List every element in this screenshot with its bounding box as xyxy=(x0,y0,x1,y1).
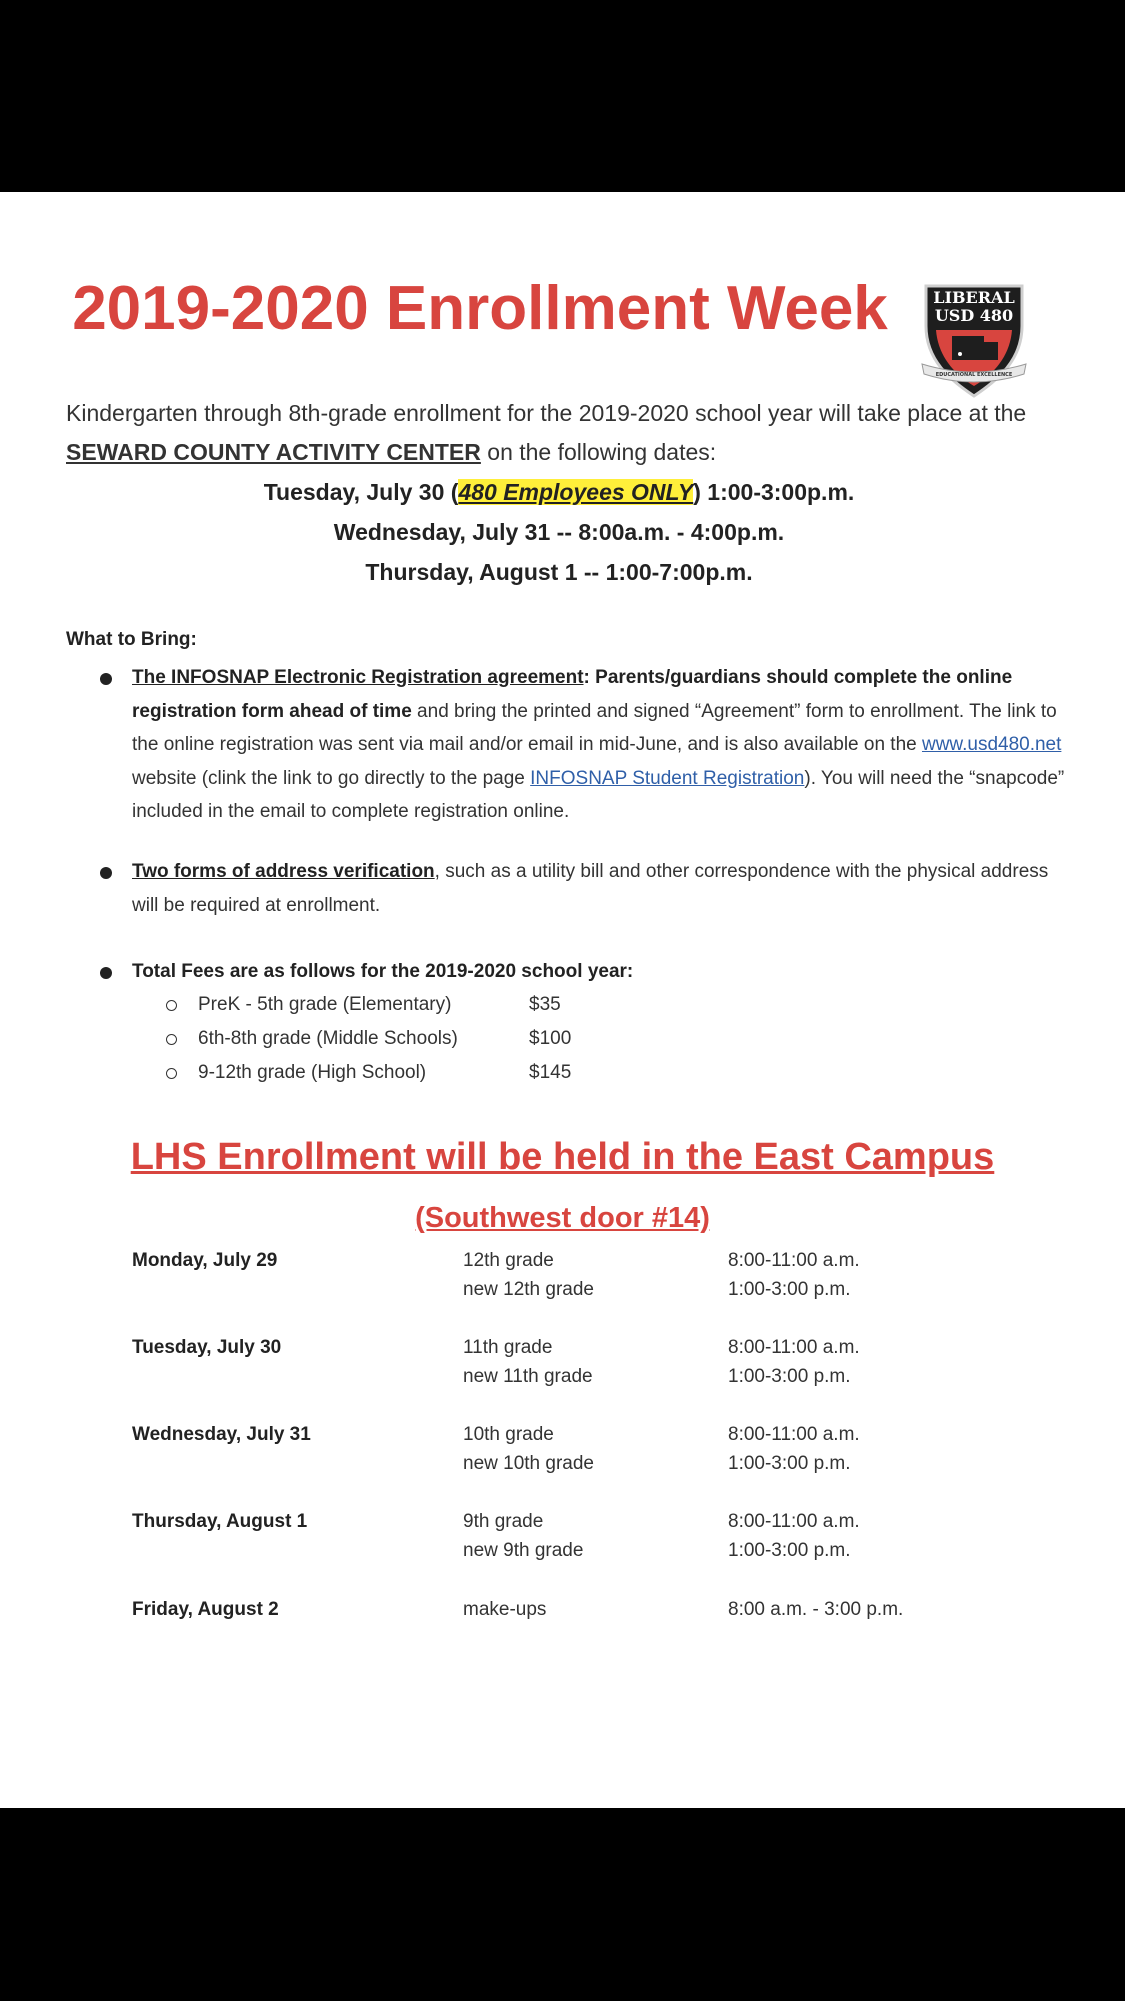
schedule-day: Monday, July 29 xyxy=(132,1250,278,1271)
infosnap-item: The INFOSNAP Electronic Registration agreement: Parents/guardians should complete the online registration form ahead of time and bring the printed and signed “Agreement” form to enrollment. The link to the online registration was sent via mail and/or email in mid-June, and is also available on the www.usd480.net website (clink the link to go directly to the page INFOSNAP Student Registration). You will need the “snapcode” included in the email to complete registration online. xyxy=(132,667,1065,822)
logo-line1: LIBERAL xyxy=(933,288,1015,307)
schedule-time: 8:00-11:00 a.m. xyxy=(728,1511,860,1532)
what-to-bring-heading: What to Bring: xyxy=(66,629,197,650)
schedule-time: 1:00-3:00 p.m. xyxy=(728,1540,851,1561)
schedule-time: 1:00-3:00 p.m. xyxy=(728,1366,851,1387)
schedule-grade: 10th grade xyxy=(463,1424,554,1445)
usd480-link[interactable]: www.usd480.net xyxy=(921,734,1062,755)
circle-bullet-icon xyxy=(166,1000,177,1011)
schedule-grade: new 11th grade xyxy=(463,1366,593,1387)
schedule-grade: make-ups xyxy=(463,1599,547,1620)
date-line: Tuesday, July 30 (480 Employees ONLY) 1:00-3:00p.m. xyxy=(263,479,855,505)
fee-level: PreK - 5th grade (Elementary) xyxy=(198,994,452,1015)
schedule-time: 8:00-11:00 a.m. xyxy=(728,1424,860,1445)
date-line: Thursday, August 1 -- 1:00-7:00p.m. xyxy=(365,559,753,585)
schedule-time: 8:00-11:00 a.m. xyxy=(728,1337,860,1358)
fee-amount: $35 xyxy=(529,994,561,1015)
schedule-grade: 9th grade xyxy=(463,1511,544,1532)
lhs-title: LHS Enrollment will be held in the East Campus xyxy=(130,1136,995,1178)
schedule-grade: 11th grade xyxy=(463,1337,553,1358)
intro-paragraph: Kindergarten through 8th-grade enrollment for the 2019-2020 school year will take place at the SEWARD COUNTY ACTIVITY CENTER on the following dates: xyxy=(66,400,1027,465)
schedule-day: Tuesday, July 30 xyxy=(132,1337,282,1358)
schedule-grade: new 10th grade xyxy=(463,1453,594,1474)
schedule-time: 1:00-3:00 p.m. xyxy=(728,1279,851,1300)
schedule-grade: new 9th grade xyxy=(463,1540,584,1561)
circle-bullet-icon xyxy=(166,1034,177,1045)
schedule-day: Friday, August 2 xyxy=(132,1599,279,1620)
schedule-time: 1:00-3:00 p.m. xyxy=(728,1453,851,1474)
logo-banner: EDUCATIONAL EXCELLENCE xyxy=(935,372,1013,378)
schedule-grade: new 12th grade xyxy=(463,1279,594,1300)
schedule-grade: 12th grade xyxy=(463,1250,554,1271)
fee-amount: $100 xyxy=(529,1028,572,1049)
district-logo xyxy=(918,280,1030,400)
infosnap-registration-link[interactable]: INFOSNAP Student Registration xyxy=(530,767,805,789)
employees-only-highlight: 480 Employees ONLY xyxy=(458,479,694,505)
enrollment-dates xyxy=(66,472,1052,592)
location-name: SEWARD COUNTY ACTIVITY CENTER xyxy=(66,439,481,465)
bullet-icon xyxy=(100,673,112,685)
logo-line2: USD 480 xyxy=(934,306,1014,325)
fees-item: Total Fees are as follows for the 2019-2020 school year: xyxy=(132,961,634,982)
schedule-time: 8:00-11:00 a.m. xyxy=(728,1250,860,1271)
circle-bullet-icon xyxy=(166,1068,177,1079)
fee-level: 9-12th grade (High School) xyxy=(198,1062,427,1083)
bullet-icon xyxy=(100,867,112,879)
schedule-day: Thursday, August 1 xyxy=(132,1511,308,1532)
fee-level: 6th-8th grade (Middle Schools) xyxy=(198,1028,458,1049)
schedule-day: Wednesday, July 31 xyxy=(132,1424,311,1445)
bullet-icon xyxy=(100,967,112,979)
schedule-time: 8:00 a.m. - 3:00 p.m. xyxy=(728,1599,904,1620)
fee-amount: $145 xyxy=(529,1062,572,1083)
document-page xyxy=(0,192,1125,1808)
lhs-subtitle: (Southwest door #14) xyxy=(415,1202,710,1234)
address-verification-item: Two forms of address verification, such as a utility bill and other correspondence with the physical address will be required at enrollment. xyxy=(132,861,1049,916)
page-title: 2019-2020 Enrollment Week xyxy=(72,274,888,343)
date-line: Wednesday, July 31 -- 8:00a.m. - 4:00p.m. xyxy=(333,519,785,545)
